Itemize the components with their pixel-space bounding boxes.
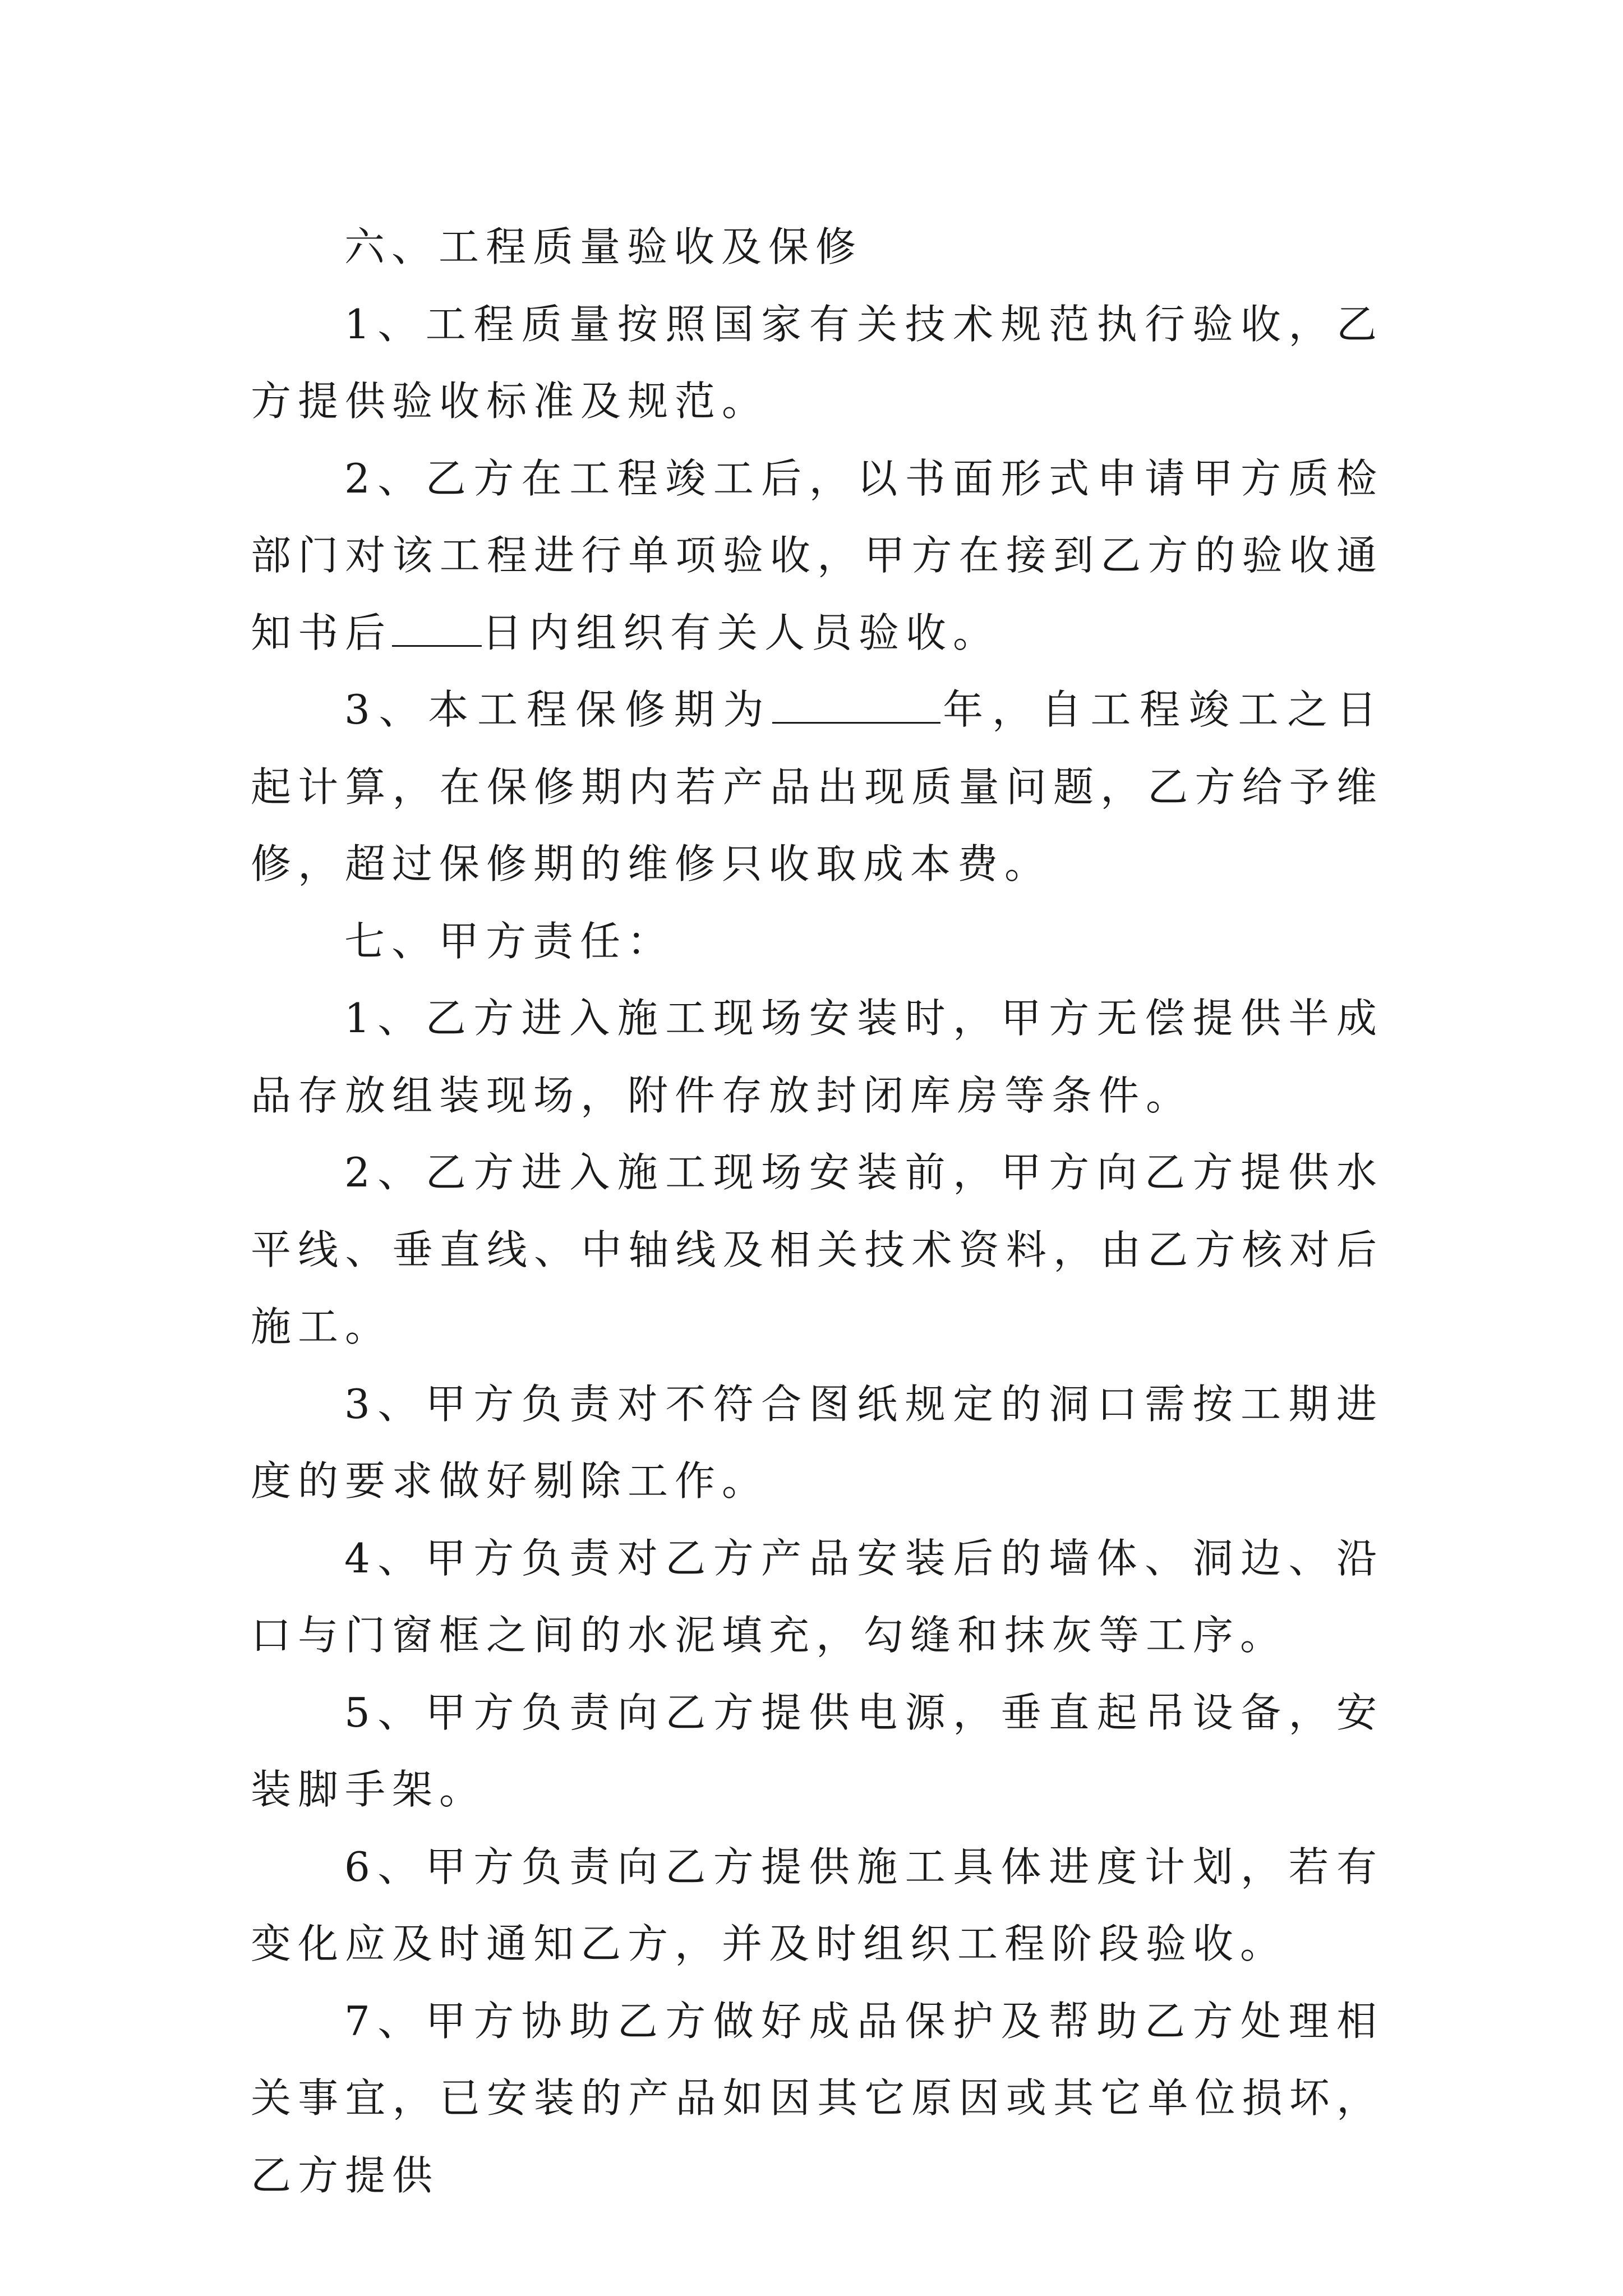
- section-7-item-2: 2、乙方进入施工现场安装前，甲方向乙方提供水平线、垂直线、中轴线及相关技术资料，由乙方核对后施工。: [251, 1149, 1384, 1350]
- blank-days-field: [392, 616, 482, 647]
- section-7-item-3: 3、甲方负责对不符合图纸规定的洞口需按工期进度的要求做好剔除工作。: [251, 1380, 1384, 1504]
- section-7-item-5: 5、甲方负责向乙方提供电源，垂直起吊设备，安装脚手架。: [251, 1688, 1384, 1813]
- section-6-item-3-text-a: 3、本工程保修期为: [344, 686, 773, 733]
- section-7-item-1: 1、乙方进入施工现场安装时，甲方无偿提供半成品存放组装现场，附件存放封闭库房等条件。: [251, 995, 1384, 1119]
- document-body: [251, 209, 1384, 2214]
- section-6-item-2-text-a: 2、乙方在工程竣工后，以书面形式申请甲方质检部门对该工程进行单项验收，甲方在接到乙方的验收通知书后: [251, 454, 1384, 656]
- section-6-item-1: 1、工程质量按照国家有关技术规范执行验收，乙方提供验收标准及规范。: [251, 300, 1384, 425]
- section-6-item-3-text-b: 年，自工程竣工之日起计算，在保修期内若产品出现质量问题，乙方给予维修，超过保修期的维修只收取成本费。: [251, 686, 1384, 887]
- section-7-item-4: 4、甲方负责对乙方产品安装后的墙体、洞边、沿口与门窗框之间的水泥填充，勾缝和抹灰等工序。: [251, 1534, 1384, 1659]
- section-7-heading: 七、甲方责任：: [344, 917, 675, 965]
- section-7-item-7: 7、甲方协助乙方做好成品保护及帮助乙方处理相关事宜，已安装的产品如因其它原因或其它单位损坏，乙方提供: [251, 1997, 1384, 2199]
- section-6-item-2-text-b: 日内组织有关人员验收。: [482, 609, 1000, 656]
- section-6-item-2: [251, 440, 1384, 672]
- blank-warranty-years-field: [772, 693, 940, 724]
- section-6-heading: 六、工程质量验收及保修: [344, 223, 863, 270]
- section-7-item-6: 6、甲方负责向乙方提供施工具体进度计划，若有变化应及时通知乙方，并及时组织工程阶段验收。: [251, 1843, 1384, 1967]
- section-6-item-3: [251, 671, 1384, 903]
